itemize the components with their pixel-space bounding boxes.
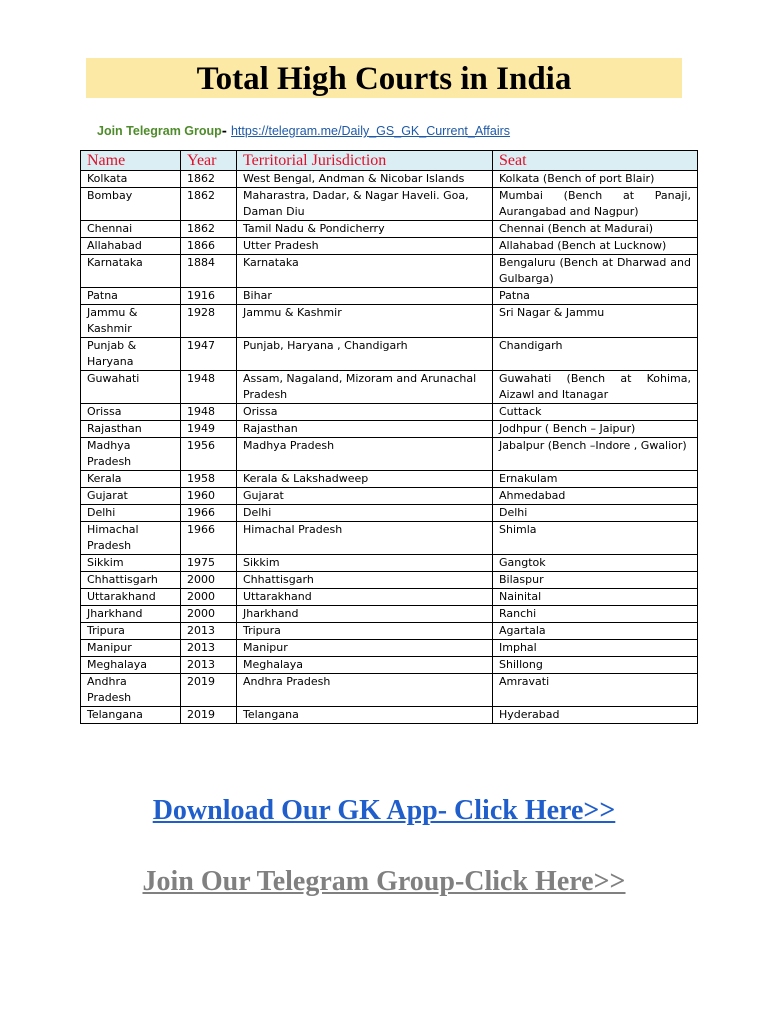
cell-seat: Agartala [493, 623, 698, 640]
table-row [81, 623, 698, 640]
cell-name: Madhya Pradesh [81, 438, 181, 471]
cell-seat: Imphal [493, 640, 698, 657]
telegram-dash: - [221, 123, 227, 138]
cell-jurisdiction: Meghalaya [237, 657, 493, 674]
table-header-row [81, 151, 698, 171]
cell-name: Delhi [81, 505, 181, 522]
cell-name: Chennai [81, 221, 181, 238]
cell-name: Andhra Pradesh [81, 674, 181, 707]
cell-jurisdiction: Assam, Nagaland, Mizoram and Arunachal Pradesh [237, 371, 493, 404]
cell-jurisdiction: Orissa [237, 404, 493, 421]
table-row [81, 606, 698, 623]
cell-jurisdiction: Maharastra, Dadar, & Nagar Haveli. Goa, Daman Diu [237, 188, 493, 221]
cell-seat: Chennai (Bench at Madurai) [493, 221, 698, 238]
cell-year: 1862 [181, 171, 237, 188]
table-row [81, 522, 698, 555]
cell-jurisdiction: Uttarakhand [237, 589, 493, 606]
cell-seat: Shimla [493, 522, 698, 555]
header-name: Name [81, 151, 181, 171]
table-row [81, 657, 698, 674]
cell-name: Tripura [81, 623, 181, 640]
cell-name: Rajasthan [81, 421, 181, 438]
cell-name: Kerala [81, 471, 181, 488]
table-row [81, 421, 698, 438]
telegram-line [97, 123, 510, 138]
page-title: Total High Courts in India [196, 61, 572, 97]
cell-seat: Bilaspur [493, 572, 698, 589]
table-row [81, 221, 698, 238]
cell-jurisdiction: Gujarat [237, 488, 493, 505]
cell-seat: Ernakulam [493, 471, 698, 488]
table-row [81, 255, 698, 288]
table-row [81, 305, 698, 338]
cell-year: 2013 [181, 657, 237, 674]
cell-seat: Hyderabad [493, 707, 698, 724]
cell-name: Karnataka [81, 255, 181, 288]
cell-name: Jharkhand [81, 606, 181, 623]
cell-jurisdiction: Bihar [237, 288, 493, 305]
cell-seat: Gangtok [493, 555, 698, 572]
cell-jurisdiction: Punjab, Haryana , Chandigarh [237, 338, 493, 371]
cell-year: 1966 [181, 505, 237, 522]
cell-name: Punjab & Haryana [81, 338, 181, 371]
cell-seat: Jabalpur (Bench –Indore , Gwalior) [493, 438, 698, 471]
cell-seat: Amravati [493, 674, 698, 707]
cell-name: Gujarat [81, 488, 181, 505]
cell-year: 2013 [181, 623, 237, 640]
cell-name: Patna [81, 288, 181, 305]
cell-seat: Patna [493, 288, 698, 305]
cell-jurisdiction: Tripura [237, 623, 493, 640]
header-seat: Seat [493, 151, 698, 171]
cell-jurisdiction: Rajasthan [237, 421, 493, 438]
cell-jurisdiction: Delhi [237, 505, 493, 522]
table-row [81, 572, 698, 589]
table-row [81, 288, 698, 305]
cell-name: Telangana [81, 707, 181, 724]
table-row [81, 707, 698, 724]
cell-year: 1928 [181, 305, 237, 338]
cell-year: 1916 [181, 288, 237, 305]
cell-seat: Jodhpur ( Bench – Jaipur) [493, 421, 698, 438]
cell-name: Orissa [81, 404, 181, 421]
cell-seat: Allahabad (Bench at Lucknow) [493, 238, 698, 255]
cell-jurisdiction: Chhattisgarh [237, 572, 493, 589]
cell-jurisdiction: Manipur [237, 640, 493, 657]
cell-year: 2000 [181, 589, 237, 606]
table-row [81, 438, 698, 471]
cell-year: 2013 [181, 640, 237, 657]
cell-year: 2019 [181, 674, 237, 707]
cell-seat: Bengaluru (Bench at Dharwad and Gulbarga) [493, 255, 698, 288]
cell-year: 1862 [181, 188, 237, 221]
cell-jurisdiction: Tamil Nadu & Pondicherry [237, 221, 493, 238]
cell-year: 1948 [181, 404, 237, 421]
cell-seat: Chandigarh [493, 338, 698, 371]
table-row [81, 188, 698, 221]
table-row [81, 589, 698, 606]
cell-seat: Kolkata (Bench of port Blair) [493, 171, 698, 188]
cell-seat: Guwahati (Bench at Kohima, Aizawl and Itanagar [493, 371, 698, 404]
cell-year: 1947 [181, 338, 237, 371]
cell-seat: Shillong [493, 657, 698, 674]
table-row [81, 488, 698, 505]
cell-name: Allahabad [81, 238, 181, 255]
table-row [81, 674, 698, 707]
table-row [81, 371, 698, 404]
cell-seat: Cuttack [493, 404, 698, 421]
cell-jurisdiction: Utter Pradesh [237, 238, 493, 255]
cell-year: 2000 [181, 606, 237, 623]
cell-name: Bombay [81, 188, 181, 221]
cell-name: Meghalaya [81, 657, 181, 674]
telegram-url-link[interactable]: https://telegram.me/Daily_GS_GK_Current_Affairs [230, 124, 511, 138]
cell-jurisdiction: Jammu & Kashmir [237, 305, 493, 338]
cell-year: 1966 [181, 522, 237, 555]
cell-year: 1975 [181, 555, 237, 572]
table-row [81, 555, 698, 572]
download-app-link[interactable]: Download Our GK App- Click Here>> [152, 795, 616, 826]
header-year: Year [181, 151, 237, 171]
cell-name: Himachal Pradesh [81, 522, 181, 555]
cell-jurisdiction: Jharkhand [237, 606, 493, 623]
header-jurisdiction: Territorial Jurisdiction [237, 151, 493, 171]
cell-year: 1956 [181, 438, 237, 471]
table-row [81, 338, 698, 371]
cell-year: 1866 [181, 238, 237, 255]
cell-name: Sikkim [81, 555, 181, 572]
table-row [81, 640, 698, 657]
cell-jurisdiction: Kerala & Lakshadweep [237, 471, 493, 488]
cell-jurisdiction: West Bengal, Andman & Nicobar Islands [237, 171, 493, 188]
cell-name: Manipur [81, 640, 181, 657]
cell-year: 1862 [181, 221, 237, 238]
join-telegram-link[interactable]: Join Our Telegram Group-Click Here>> [142, 866, 626, 897]
cell-year: 1960 [181, 488, 237, 505]
cell-jurisdiction: Madhya Pradesh [237, 438, 493, 471]
cell-name: Kolkata [81, 171, 181, 188]
cell-year: 2019 [181, 707, 237, 724]
cell-year: 2000 [181, 572, 237, 589]
cell-name: Jammu & Kashmir [81, 305, 181, 338]
cell-seat: Delhi [493, 505, 698, 522]
cell-jurisdiction: Andhra Pradesh [237, 674, 493, 707]
telegram-label: Join Telegram Group [97, 124, 222, 138]
cell-jurisdiction: Karnataka [237, 255, 493, 288]
cell-seat: Nainital [493, 589, 698, 606]
cell-year: 1958 [181, 471, 237, 488]
cell-year: 1948 [181, 371, 237, 404]
cell-jurisdiction: Telangana [237, 707, 493, 724]
cell-name: Chhattisgarh [81, 572, 181, 589]
cell-year: 1884 [181, 255, 237, 288]
cell-seat: Ahmedabad [493, 488, 698, 505]
table-row [81, 471, 698, 488]
table-row [81, 505, 698, 522]
cell-name: Uttarakhand [81, 589, 181, 606]
cell-name: Guwahati [81, 371, 181, 404]
table-row [81, 171, 698, 188]
cell-year: 1949 [181, 421, 237, 438]
cell-jurisdiction: Sikkim [237, 555, 493, 572]
cell-jurisdiction: Himachal Pradesh [237, 522, 493, 555]
high-courts-table [80, 150, 698, 724]
cell-seat: Sri Nagar & Jammu [493, 305, 698, 338]
table-row [81, 238, 698, 255]
cell-seat: Ranchi [493, 606, 698, 623]
table-row [81, 404, 698, 421]
cell-seat: Mumbai (Bench at Panaji, Aurangabad and Nagpur) [493, 188, 698, 221]
title-banner [86, 58, 682, 98]
